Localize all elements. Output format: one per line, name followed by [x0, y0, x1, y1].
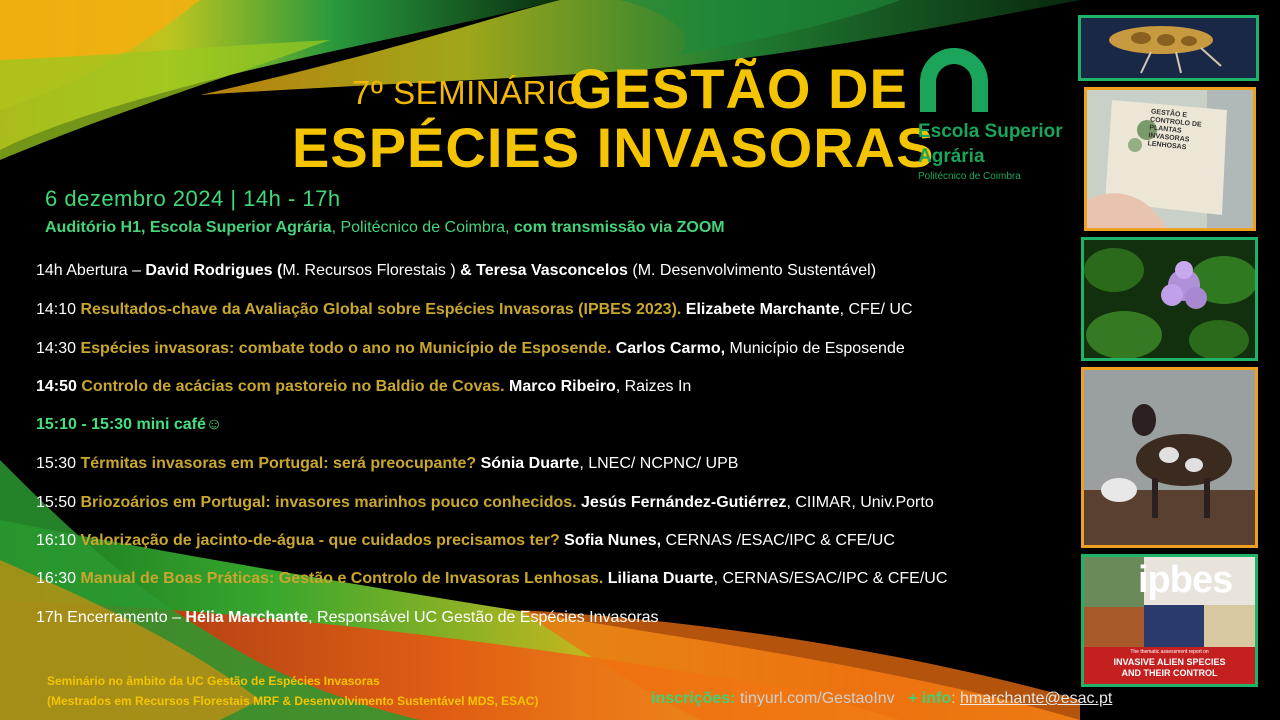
speaker-name: Liliana Duarte [607, 570, 714, 587]
title-line-1: GESTÃO DE [569, 57, 908, 120]
talk-title: Briozoários em Portugal: invasores marinhos pouco conhecidos. [80, 494, 582, 511]
goats-photo [1081, 367, 1258, 548]
inscricoes-link[interactable]: tinyurl.com/GestaoInv [739, 690, 895, 707]
insect-photo [1078, 15, 1259, 81]
program-row [36, 609, 659, 627]
program-row [36, 532, 895, 550]
speaker-affiliation: , CERNAS/ESAC/IPC & CFE/UC [713, 570, 948, 587]
speaker-affiliation: M. Recursos Florestais ) [282, 262, 461, 279]
date-line: 6 dezembro 2024 | 14h - 17h [45, 186, 341, 211]
book-title: GESTÃO E CONTROLO DE PLANTAS INVASORAS LENHOSAS [1147, 108, 1202, 152]
book-photo [1084, 87, 1256, 231]
esa-logo [918, 48, 990, 117]
speaker-affiliation: , CFE/ UC [839, 301, 913, 318]
logo-text-1: Escola Superior [918, 121, 1063, 142]
footer-line-1: Seminário no âmbito da UC Gestão de Espécies Invasoras [47, 674, 380, 688]
speaker-affiliation: , Raizes In [615, 378, 692, 395]
speaker-affiliation: CERNAS /ESAC/IPC & CFE/UC [661, 532, 895, 549]
program-row [36, 570, 947, 588]
talk-title: Resultados-chave da Avaliação Global sobre Espécies Invasoras (IPBES 2023). [80, 301, 686, 318]
speaker-name: Sónia Duarte [480, 455, 580, 472]
footer-line-2: (Mestrados em Recursos Florestais MRF & Desenvolvimento Sustentável MDS, ESAC) [47, 694, 539, 708]
seminar-number: 7º SEMINÁRIO [352, 74, 583, 111]
session-time: 14h Abertura – [36, 262, 146, 279]
speaker-name-2: & Teresa Vasconcelos [460, 262, 628, 279]
logo-text-2: Agrária [918, 146, 985, 167]
program-row [36, 301, 913, 319]
ipbes-logo: ipbes [1138, 559, 1233, 601]
session-time: 16:10 [36, 532, 81, 549]
speaker-name: Hélia Marchante [185, 609, 309, 626]
logo-text-3: Politécnico de Coimbra [918, 171, 1021, 182]
program-row [36, 455, 738, 473]
ipbes-report-line-3: AND THEIR CONTROL [1121, 668, 1218, 678]
talk-title: Valorização de jacinto-de-água - que cuidados precisamos ter? [80, 532, 565, 549]
session-time: 14:50 [36, 378, 82, 395]
coffee-break-row: 15:10 - 15:30 mini café☺ [36, 416, 223, 433]
program-row [36, 262, 876, 280]
speaker-affiliation: , CIIMAR, Univ.Porto [786, 494, 934, 511]
session-time: 14:10 [36, 301, 81, 318]
talk-title: Espécies invasoras: combate todo o ano no Município de Esposende. [80, 340, 616, 357]
venue-transmission: com transmissão via ZOOM [513, 219, 725, 236]
talk-title: Térmitas invasoras em Portugal: será preocupante? [80, 455, 481, 472]
info-label: + info [894, 690, 952, 707]
info-sep: : [951, 690, 961, 707]
program-row [36, 494, 934, 512]
speaker-name: David Rodrigues ( [145, 262, 283, 279]
speaker-name: Carlos Carmo, [615, 340, 726, 357]
ipbes-report-line-1: The thematic assessment report on [1130, 649, 1209, 655]
speaker-name: Elizabete Marchante [685, 301, 840, 318]
registration-info [651, 690, 1112, 708]
title-line-2: ESPÉCIES INVASORAS [292, 116, 935, 179]
program-row [36, 340, 905, 358]
talk-title: Controlo de acácias com pastoreio no Baldio de Covas. [81, 378, 510, 395]
session-time: 15:30 [36, 455, 81, 472]
session-time: 15:50 [36, 494, 81, 511]
venue-institution: , Politécnico de Coimbra, [331, 219, 514, 236]
speaker-name: Sofia Nunes, [564, 532, 662, 549]
session-time: 14:30 [36, 340, 81, 357]
ipbes-report-photo [1081, 554, 1258, 687]
inscricoes-label: inscrições: [651, 690, 740, 707]
speaker-affiliation: , Responsável UC Gestão de Espécies Invasoras [308, 609, 659, 626]
speaker-affiliation: , LNEC/ NCPNC/ UPB [579, 455, 739, 472]
ipbes-report-line-2: INVASIVE ALIEN SPECIES [1113, 657, 1226, 667]
hyacinth-photo [1081, 237, 1258, 361]
speaker-affiliation: Município de Esposende [725, 340, 905, 357]
speaker-affiliation-2: (M. Desenvolvimento Sustentável) [627, 262, 877, 279]
speaker-name: Marco Ribeiro [509, 378, 616, 395]
talk-title: Manual de Boas Práticas: Gestão e Controlo de Invasoras Lenhosas. [80, 570, 608, 587]
venue-place: Auditório H1, Escola Superior Agrária [45, 219, 332, 236]
email-link[interactable]: hmarchante@esac.pt [960, 690, 1113, 707]
speaker-name: Jesús Fernández-Gutiérrez [581, 494, 787, 511]
session-time: 16:30 [36, 570, 81, 587]
arch-logo-icon [918, 48, 990, 112]
program-row [36, 378, 691, 396]
session-time: 17h Encerramento – [36, 609, 186, 626]
venue-line [45, 219, 725, 237]
